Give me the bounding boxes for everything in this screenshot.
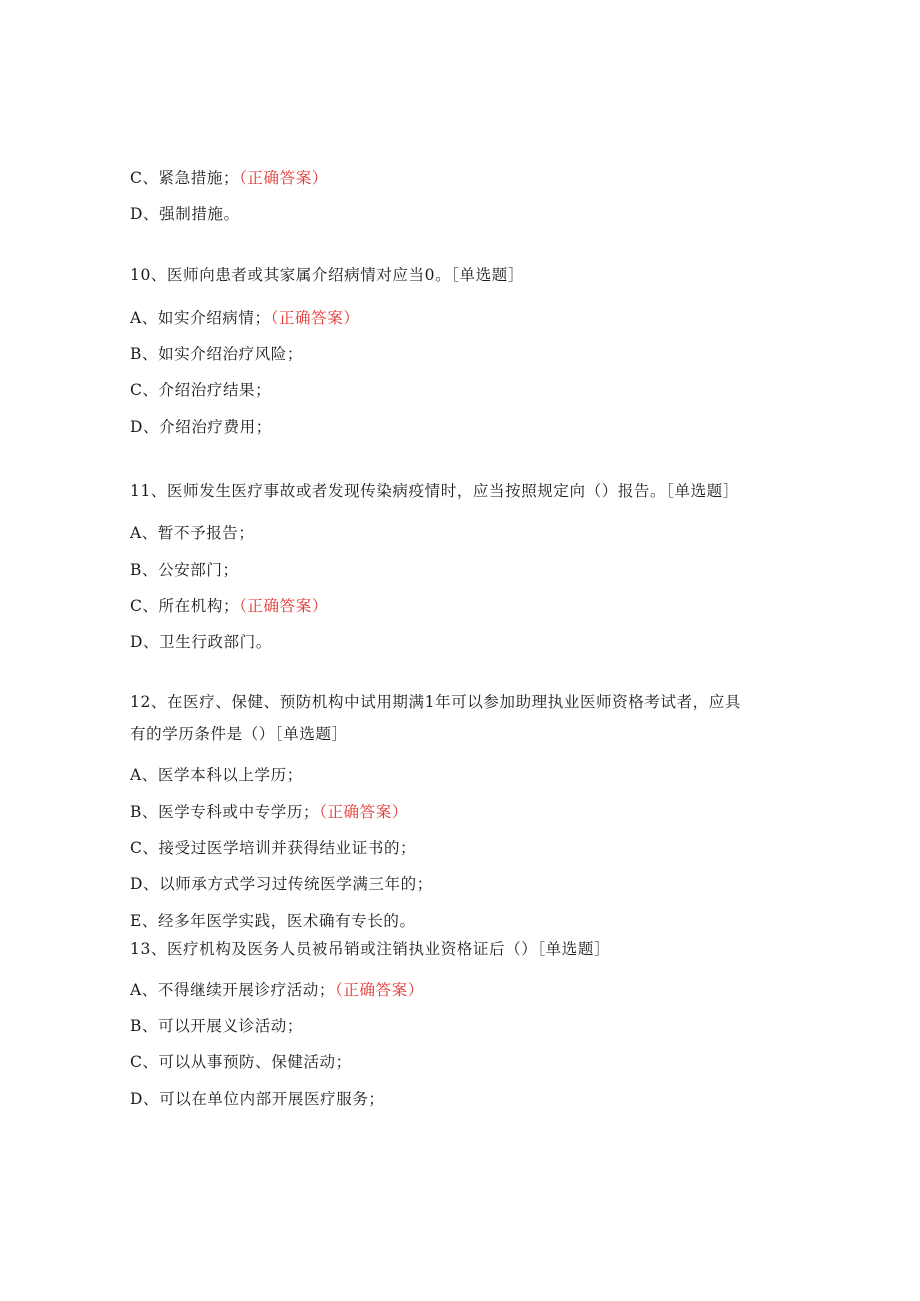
q10-option-a-text: A、如实介绍病情；: [130, 309, 271, 327]
q11-option-d: D、卫生行政部门。: [130, 633, 272, 651]
q11-option-b: B、公安部门；: [130, 561, 239, 579]
q13-option-a-text: A、不得继续开展诊疗活动；: [130, 981, 335, 999]
q11-option-c: [130, 596, 328, 616]
correct-answer-mark: （正确答案）: [319, 803, 408, 821]
q13-stem: 13、医疗机构及医务人员被吊销或注销执业资格证后（）［单选题］: [130, 940, 611, 958]
q13-option-c: C、可以从事预防、保健活动；: [130, 1053, 352, 1071]
correct-answer-mark: （正确答案）: [335, 981, 424, 999]
correct-answer-mark: （正确答案）: [239, 597, 328, 615]
q13-option-a: [130, 980, 424, 1000]
q13-option-b: B、可以开展义诊活动；: [130, 1017, 303, 1035]
q13-option-d: D、可以在单位内部开展医疗服务；: [130, 1090, 385, 1108]
q12-option-d: D、以师承方式学习过传统医学满三年的；: [130, 875, 433, 893]
q10-stem: 10、医师向患者或其家属介绍病情对应当0。［单选题］: [130, 266, 524, 284]
q10-option-a: [130, 308, 359, 328]
q10-option-b: B、如实介绍治疗风险；: [130, 345, 303, 363]
q12-option-c: C、接受过医学培训并获得结业证书的；: [130, 839, 417, 857]
q12-stem-line2: 有的学历条件是（）［单选题］: [130, 725, 348, 743]
correct-answer-mark: （正确答案）: [270, 309, 360, 327]
q11-stem: 11、医师发生医疗事故或者发现传染病疫情时，应当按照规定向（）报告。［单选题］: [130, 482, 739, 500]
q9-option-c: [130, 168, 328, 188]
q12-stem-line1: 12、在医疗、保健、预防机构中试用期满1年可以参加助理执业医师资格考试者，应具: [130, 693, 741, 711]
q12-option-a: A、医学本科以上学历；: [130, 766, 303, 784]
q9-option-c-text: C、紧急措施；: [130, 169, 240, 187]
q12-option-b-text: B、医学专科或中专学历；: [130, 803, 320, 821]
q11-option-c-text: C、所在机构；: [130, 597, 240, 615]
q9-option-d: D、强制措施。: [130, 205, 240, 223]
correct-answer-mark: （正确答案）: [239, 169, 328, 187]
q12-option-b: [130, 802, 408, 822]
q11-option-a: A、暂不予报告；: [130, 524, 255, 542]
q10-option-c: C、介绍治疗结果；: [130, 381, 272, 399]
q12-option-e: E、经多年医学实践，医术确有专长的。: [130, 912, 416, 930]
q10-option-d: D、介绍治疗费用；: [130, 418, 272, 436]
